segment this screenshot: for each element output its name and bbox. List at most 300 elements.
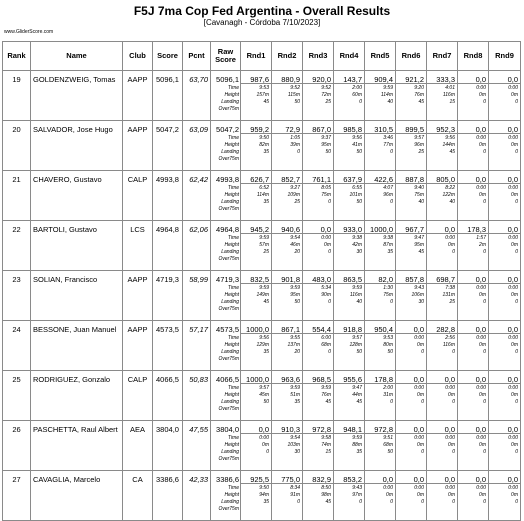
round-divider [303,183,333,184]
round-detail-value: 30 [418,299,424,305]
round-points: 0,0 [444,225,455,234]
round-detail-value [352,406,362,413]
round-detail-value: 9:43 [414,285,424,291]
round-divider [365,183,395,184]
round-detail-value: 4:07 [383,185,393,191]
round-points: 955,6 [343,375,362,384]
round-detail-value [290,306,300,313]
round-detail-value [414,506,424,513]
round-points: 805,0 [436,175,455,184]
round-detail-value: 9:59 [259,235,269,241]
round-detail-value: 0m [417,342,424,348]
rank-cell: 27 [3,471,31,521]
round-detail-value [352,256,362,263]
round-divider [489,283,520,284]
round-detail-value: 116m [349,292,362,298]
round-detail-value: 0m [511,192,518,198]
header-rank: Rank [3,42,31,71]
round-detail-value [256,356,269,363]
round-detail-value: 0 [452,349,455,355]
round-details [508,485,518,513]
round-detail-value: 0:00 [445,385,455,391]
round-detail-value [257,206,269,213]
round-detail-value: 0 [390,399,393,405]
round-detail-value: 15 [325,449,331,455]
round-cell [396,121,427,171]
round-detail-value: 31m [383,392,393,398]
round-details [445,385,455,413]
round-points: 1000,0 [370,225,393,234]
round-points: 0,0 [507,375,518,384]
round-points: 867,0 [312,125,331,134]
round-detail-value [476,206,486,213]
round-detail-value: 1:57 [476,235,486,241]
round-detail-value [508,256,518,263]
round-detail-value [256,106,269,113]
round-detail-value: 9:53 [259,85,269,91]
detail-label: Time [227,285,239,291]
round-divider [396,133,426,134]
round-details [383,435,393,463]
round-cell [396,221,427,271]
round-points: 853,2 [343,475,362,484]
round-details [259,485,269,513]
round-details [476,285,486,313]
round-detail-value: 15 [449,99,455,105]
round-points: 72,9 [285,125,300,134]
round-details [352,235,362,263]
round-divider [396,83,426,84]
round-cell [303,421,334,471]
round-details [352,135,362,163]
round-divider [396,183,426,184]
round-detail-value: 0m [511,292,518,298]
round-details [321,285,331,313]
round-detail-value [383,256,393,263]
round-detail-value: 0:00 [508,435,518,441]
round-details [321,435,331,463]
round-points: 987,6 [250,75,269,84]
round-detail-value: 0 [515,149,518,155]
round-points: 82,0 [378,275,393,284]
detail-label: Height [224,242,239,248]
round-points: 626,7 [250,175,269,184]
header-name: Name [31,42,123,71]
club-cell: LCS [123,221,153,271]
detail-label: Over75m [218,506,239,512]
round-details [414,385,424,413]
detail-label: Landing [221,199,239,205]
round-points: 0,0 [475,175,486,184]
round-divider [241,483,271,484]
round-detail-value: 96m [414,142,424,148]
round-cell [396,421,427,471]
round-points: 0,0 [444,475,455,484]
round-detail-value: 9:53 [383,335,393,341]
round-cell [489,371,521,421]
round-detail-value: 20 [294,249,300,255]
round-detail-value: 0 [452,399,455,405]
raw-score-value: 3386,6 [216,475,239,484]
results-table [2,41,521,521]
round-detail-value: 0m [511,442,518,448]
round-detail-value: 0:00 [414,385,424,391]
round-detail-value: 0 [515,299,518,305]
round-points: 761,1 [312,175,331,184]
round-divider [489,383,520,384]
round-detail-value: 0m [417,492,424,498]
round-cell [334,271,365,321]
pcnt-cell: 58,99 [183,271,211,321]
round-detail-value: 0 [515,99,518,105]
round-detail-value: 45m [259,392,269,398]
round-points: 0,0 [475,325,486,334]
round-points: 933,0 [343,225,362,234]
score-cell: 4573,5 [153,321,183,371]
round-divider [458,133,488,134]
round-points: 832,5 [250,275,269,284]
round-divider [334,183,364,184]
table-row [3,171,521,221]
round-detail-value: 0m [417,392,424,398]
round-details [256,335,269,363]
club-cell: AAPP [123,321,153,371]
round-points: 909,4 [374,75,393,84]
round-points: 0,0 [507,125,518,134]
round-cell [365,121,396,171]
rank-cell: 26 [3,421,31,471]
round-cell [303,471,334,521]
round-detail-value: 131m [442,292,455,298]
round-detail-value: 3:46 [383,135,393,141]
round-detail-value [508,406,518,413]
round-detail-value [476,456,486,463]
round-details [508,135,518,163]
raw-score-value: 4993,8 [216,175,239,184]
round-detail-value: 0 [421,399,424,405]
round-detail-value: 0 [452,449,455,455]
raw-score-cell [211,321,241,371]
round-cell [396,471,427,521]
round-divider [272,83,302,84]
round-cell [489,221,521,271]
detail-label: Height [224,392,239,398]
round-detail-value: 9:52 [321,85,331,91]
round-divider [489,133,520,134]
round-detail-value: 0m [417,442,424,448]
round-detail-value [443,106,455,113]
round-details [476,435,486,463]
round-detail-value: 9:57 [259,385,269,391]
round-detail-value: 0:00 [508,85,518,91]
round-divider [427,283,457,284]
round-detail-value [256,306,269,313]
round-points: 637,9 [343,175,362,184]
round-points: 852,7 [281,175,300,184]
round-detail-value: 8:22 [445,185,455,191]
round-details [287,335,300,363]
round-detail-value: 0:00 [508,335,518,341]
table-row [3,271,521,321]
round-divider [365,333,395,334]
round-points: 0,0 [507,325,518,334]
round-details [442,135,455,163]
name-cell: PASCHETTA, Raul Albert [31,421,123,471]
detail-label: Over75m [218,306,239,312]
round-divider [427,433,457,434]
round-divider [241,233,271,234]
round-detail-value: 68m [383,442,393,448]
round-cell [272,371,303,421]
round-points: 0,0 [413,325,424,334]
round-details [508,185,518,213]
round-detail-value: 2:56 [445,335,455,341]
round-details [383,135,393,163]
round-detail-value: 0 [359,499,362,505]
table-row [3,321,521,371]
round-cell [272,321,303,371]
club-cell: AAPP [123,71,153,121]
pcnt-cell: 42,33 [183,471,211,521]
round-detail-value [445,256,455,263]
raw-score-cell [211,171,241,221]
round-detail-value [288,106,300,113]
raw-score-cell [211,471,241,521]
score-cell: 3804,0 [153,421,183,471]
round-divider [303,433,333,434]
round-cell [427,71,458,121]
round-divider [427,483,457,484]
round-detail-value: 0 [421,449,424,455]
round-detail-value: 2m [479,242,486,248]
round-cell [489,71,521,121]
round-detail-value [321,406,331,413]
detail-label: Landing [221,99,239,105]
round-detail-value: 0m [511,142,518,148]
round-detail-value: 0:00 [508,185,518,191]
round-details [476,485,486,513]
round-cell [427,321,458,371]
round-cell [241,321,272,371]
round-detail-value: 35 [263,149,269,155]
score-cell: 5096,1 [153,71,183,121]
round-detail-value: 0m [479,442,486,448]
round-cell [334,321,365,371]
round-divider [489,433,520,434]
round-details [290,385,300,413]
detail-label: Time [227,185,239,191]
raw-score-value: 3804,0 [216,425,239,434]
round-divider [396,283,426,284]
round-detail-value: 0:00 [414,435,424,441]
detail-label: Landing [221,299,239,305]
round-divider [427,383,457,384]
round-cell [427,471,458,521]
detail-label: Height [224,192,239,198]
round-details [383,385,393,413]
round-detail-value: 0m [324,242,331,248]
round-detail-value: 40 [418,199,424,205]
round-cell [489,421,521,471]
header-rnd3: Rnd3 [303,42,334,71]
round-cell [489,121,521,171]
round-detail-value: 0:00 [476,185,486,191]
round-cell [334,71,365,121]
round-detail-value: 0:00 [383,485,393,491]
round-detail-value: 9:55 [290,335,300,341]
round-detail-value: 114m [256,192,269,198]
round-cell [272,171,303,221]
round-details [414,435,424,463]
detail-label: Time [227,335,239,341]
table-row [3,121,521,171]
round-points: 832,9 [312,475,331,484]
round-detail-value: 25 [294,199,300,205]
round-details [352,85,362,113]
round-detail-value: 30 [294,449,300,455]
round-points: 0,0 [475,125,486,134]
round-detail-value: 0:00 [508,485,518,491]
round-points: 0,0 [382,475,393,484]
round-detail-value: 0m [511,492,518,498]
round-detail-value: 91m [290,492,300,498]
round-details [476,185,486,213]
detail-labels [218,235,239,263]
round-detail-value [476,256,486,263]
table-row [3,371,521,421]
round-detail-value: 0m [479,492,486,498]
round-detail-value: 128m [349,342,362,348]
round-details [321,235,331,263]
round-detail-value: 50 [263,399,269,405]
round-divider [458,333,488,334]
round-cell [396,321,427,371]
round-detail-value: 0 [483,99,486,105]
round-divider [365,233,395,234]
round-cell [396,271,427,321]
round-divider [303,383,333,384]
round-detail-value: 97m [352,492,362,498]
round-cell [272,121,303,171]
round-points: 918,8 [343,325,362,334]
round-details [442,185,455,213]
round-detail-value [445,456,455,463]
club-cell: AAPP [123,271,153,321]
round-points: 143,7 [343,75,362,84]
round-divider [272,483,302,484]
round-divider [489,83,520,84]
round-detail-value: 6:55 [352,185,362,191]
round-divider [334,433,364,434]
round-detail-value: 9:59 [290,385,300,391]
round-detail-value [414,256,424,263]
detail-labels [218,335,239,363]
round-cell [489,271,521,321]
round-details [476,235,486,263]
round-detail-value: 0m [511,242,518,248]
round-points: 178,3 [467,225,486,234]
round-cell [427,171,458,221]
round-detail-value [383,306,393,313]
round-detail-value [508,106,518,113]
round-detail-value [259,256,269,263]
round-details [259,135,269,163]
round-points: 1000,0 [246,325,269,334]
raw-score-value: 4719,3 [216,275,239,284]
round-detail-value: 30 [356,249,362,255]
round-divider [365,133,395,134]
header-rnd1: Rnd1 [241,42,272,71]
round-detail-value: 0 [328,349,331,355]
round-detail-value: 0m [479,342,486,348]
round-cell [489,471,521,521]
detail-label: Over75m [218,156,239,162]
round-detail-value: 41m [352,142,362,148]
table-row [3,421,521,471]
round-detail-value [414,456,424,463]
round-detail-value: 0:00 [508,385,518,391]
round-cell [334,371,365,421]
round-cell [303,71,334,121]
page-subtitle: [Cavanagh - Córdoba 7/10/2023] [203,18,321,27]
round-details [414,85,424,113]
round-detail-value [445,506,455,513]
round-points: 887,8 [405,175,424,184]
round-detail-value: 9:27 [290,185,300,191]
round-details [352,485,362,513]
round-details [414,235,424,263]
raw-score-cell [211,371,241,421]
round-details [445,435,455,463]
round-cell [241,121,272,171]
round-details [476,135,486,163]
round-detail-value: 115m [287,92,300,98]
round-points: 0,0 [444,425,455,434]
header-pcnt: Pcnt [183,42,211,71]
round-points: 0,0 [475,75,486,84]
round-detail-value: 9:43 [352,485,362,491]
raw-score-cell [211,221,241,271]
round-detail-value: 90m [321,292,331,298]
round-divider [365,483,395,484]
round-detail-value [476,506,486,513]
round-points: 972,8 [312,425,331,434]
raw-score-value: 4066,5 [216,375,239,384]
round-detail-value: 0:00 [508,285,518,291]
header-rnd9: Rnd9 [489,42,521,71]
round-detail-value [352,456,362,463]
round-detail-value: 75m [383,292,393,298]
round-detail-value: 0m [448,492,455,498]
round-divider [458,483,488,484]
round-details [445,485,455,513]
round-detail-value: 0m [448,242,455,248]
round-details [352,435,362,463]
site-url: www.GliderScore.com [4,29,54,35]
round-details [259,435,269,463]
round-detail-value [508,506,518,513]
round-detail-value: 0:00 [476,485,486,491]
round-cell [241,171,272,221]
round-details [383,485,393,513]
header-rnd7: Rnd7 [427,42,458,71]
round-detail-value: 35 [263,199,269,205]
round-detail-value: 0m [448,392,455,398]
round-details [290,135,300,163]
round-details [287,435,300,463]
round-detail-value: 0 [483,499,486,505]
round-points: 0,0 [413,375,424,384]
